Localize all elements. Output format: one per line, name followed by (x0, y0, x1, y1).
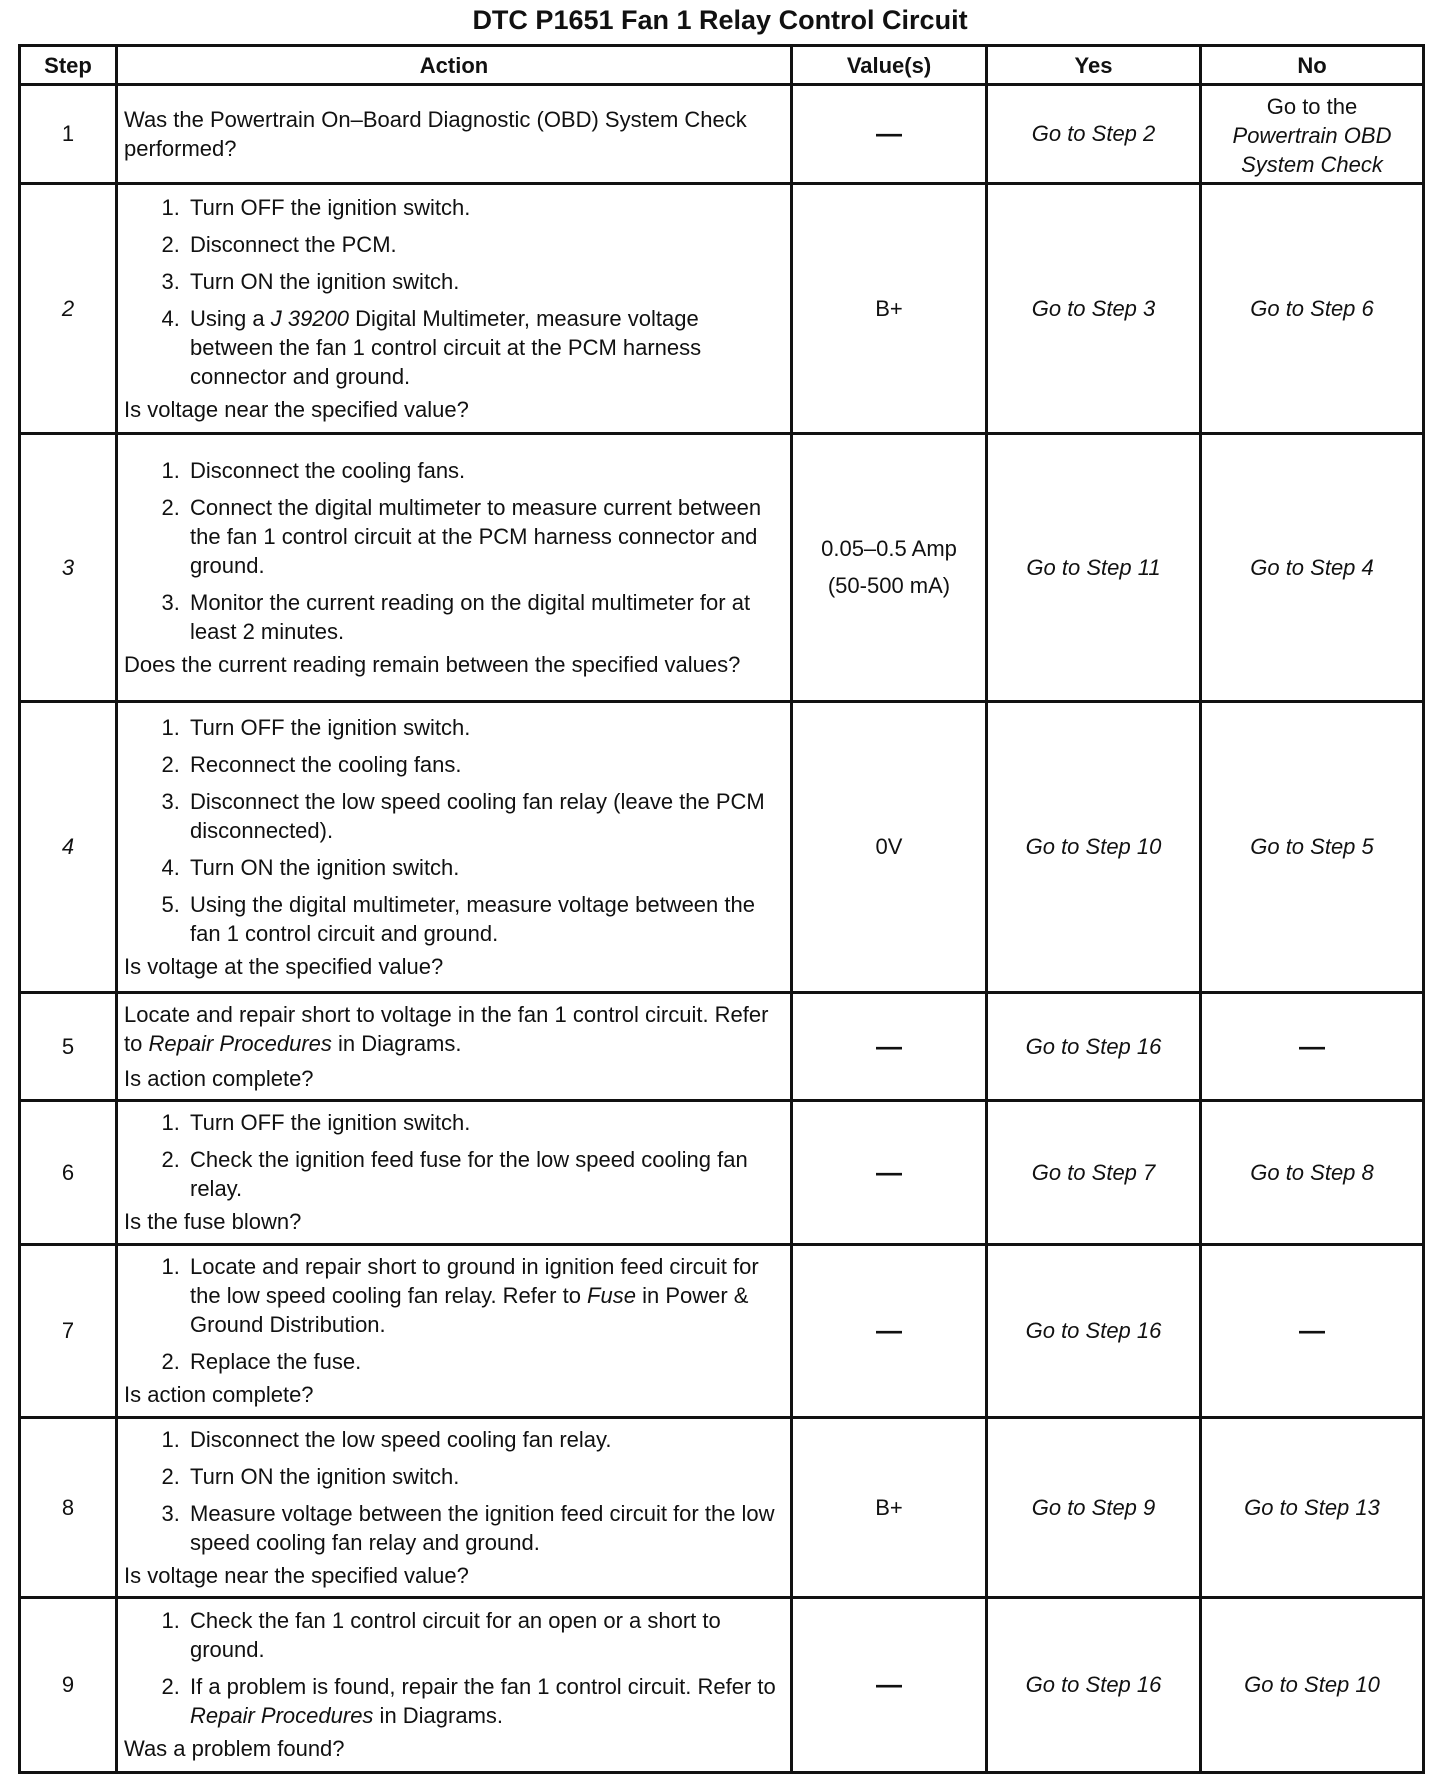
table-row (20, 183, 1424, 433)
action-cell (117, 1418, 792, 1597)
action-item: 2. Disconnect the PCM. (186, 230, 784, 259)
action-item: 4. Using a J 39200 Digital Multimeter, measure voltage between the fan 1 control circuit at the PCM harness connector and ground. (186, 304, 784, 391)
step-number: 1 (20, 85, 117, 184)
header-no: No (1201, 46, 1424, 85)
reference-name: Repair Procedures (190, 1703, 374, 1729)
tool-name: J 39200 (270, 305, 350, 331)
action-item: 2. If a problem is found, repair the fan 1 control circuit. Refer to Repair Procedures in Diagrams. (186, 1672, 784, 1730)
yes-cell: Go to Step 7 (987, 1101, 1201, 1244)
no-line: Powertrain OBD (1232, 123, 1392, 148)
no-cell: — (1201, 992, 1424, 1101)
step-number: 8 (20, 1418, 117, 1597)
no-cell: Go to Step 10 (1201, 1597, 1424, 1773)
table-row (20, 1418, 1424, 1597)
yes-cell: Go to Step 10 (987, 702, 1201, 992)
table-row (20, 992, 1424, 1101)
action-item: 3. Monitor the current reading on the digital multimeter for at least 2 minutes. (186, 588, 784, 646)
table-header-row (20, 46, 1424, 85)
value-cell: 0V (792, 702, 987, 992)
action-question: Was a problem found? (124, 1736, 345, 1762)
reference-name: Fuse (587, 1283, 636, 1309)
action-item: 1. Turn OFF the ignition switch. (186, 713, 784, 742)
step-number: 9 (20, 1597, 117, 1773)
action-item: 2. Check the ignition feed fuse for the low speed cooling fan relay. (186, 1145, 784, 1203)
value-cell: B+ (792, 1418, 987, 1597)
table-row (20, 433, 1424, 701)
no-line: System Check (1241, 152, 1383, 177)
action-question: Is action complete? (124, 1065, 314, 1091)
value-cell: — (792, 1101, 987, 1244)
yes-cell: Go to Step 11 (987, 433, 1201, 701)
value-cell: B+ (792, 183, 987, 433)
no-cell: Go to Step 4 (1201, 433, 1424, 701)
action-item: 1. Disconnect the low speed cooling fan relay. (186, 1425, 784, 1454)
value-cell: — (792, 1597, 987, 1773)
step-number: 5 (20, 992, 117, 1101)
action-item: 2. Replace the fuse. (186, 1347, 784, 1376)
action-item: 2. Reconnect the cooling fans. (186, 750, 784, 779)
reference-name: Repair Procedures (148, 1030, 332, 1056)
yes-cell: Go to Step 16 (987, 1244, 1201, 1417)
table-row (20, 1244, 1424, 1417)
step-number: 4 (20, 702, 117, 992)
header-yes: Yes (987, 46, 1201, 85)
action-item: 3. Disconnect the low speed cooling fan relay (leave the PCM disconnected). (186, 787, 784, 845)
value-cell: — (792, 992, 987, 1101)
action-cell (117, 85, 792, 184)
value-cell: — (792, 85, 987, 184)
action-question: Is action complete? (124, 1382, 314, 1408)
action-text: Was the Powertrain On–Board Diagnostic (OBD) System Check performed? (124, 106, 747, 161)
no-cell (1201, 85, 1424, 184)
action-item: 1. Turn OFF the ignition switch. (186, 1108, 784, 1137)
action-cell (117, 702, 792, 992)
no-cell: Go to Step 5 (1201, 702, 1424, 992)
step-number: 6 (20, 1101, 117, 1244)
action-item: 2. Connect the digital multimeter to measure current between the fan 1 control circuit at the PCM harness connector and ground. (186, 493, 784, 580)
action-question: Does the current reading remain between the specified values? (124, 651, 741, 677)
action-cell (117, 433, 792, 701)
table-row (20, 85, 1424, 184)
yes-cell: Go to Step 9 (987, 1418, 1201, 1597)
action-cell (117, 1244, 792, 1417)
value-cell (792, 433, 987, 701)
value-cell: — (792, 1244, 987, 1417)
diagnostic-table (18, 44, 1425, 1774)
table-row (20, 1597, 1424, 1773)
header-action: Action (117, 46, 792, 85)
no-cell: Go to Step 8 (1201, 1101, 1424, 1244)
value-line: (50-500 mA) (827, 573, 951, 599)
action-cell (117, 992, 792, 1101)
action-item: 1. Check the fan 1 control circuit for an open or a short to ground. (186, 1606, 784, 1664)
yes-cell: Go to Step 16 (987, 992, 1201, 1101)
action-question: Is voltage at the specified value? (124, 953, 444, 979)
step-number: 7 (20, 1244, 117, 1417)
action-item: 3. Turn ON the ignition switch. (186, 267, 784, 296)
action-item: 1. Locate and repair short to ground in ignition feed circuit for the low speed cooling fan relay. Refer to Fuse in Power & Ground Distribution. (186, 1252, 784, 1339)
step-number: 3 (20, 433, 117, 701)
value-line: 0.05–0.5 Amp (821, 536, 957, 562)
no-cell: Go to Step 13 (1201, 1418, 1424, 1597)
table-row (20, 1101, 1424, 1244)
page-title: DTC P1651 Fan 1 Relay Control Circuit (472, 5, 968, 35)
action-question: Is the fuse blown? (124, 1209, 302, 1235)
action-text: Locate and repair short to voltage in the fan 1 control circuit. Refer to Repair Procedures in Diagrams. (124, 1001, 769, 1056)
action-item: 1. Turn OFF the ignition switch. (186, 193, 784, 222)
action-cell (117, 183, 792, 433)
table-row (20, 702, 1424, 992)
action-item: 5. Using the digital multimeter, measure voltage between the fan 1 control circuit and ground. (186, 890, 784, 948)
action-question: Is voltage near the specified value? (124, 396, 469, 422)
no-cell: — (1201, 1244, 1424, 1417)
action-cell (117, 1101, 792, 1244)
action-question: Is voltage near the specified value? (124, 1562, 469, 1588)
yes-cell: Go to Step 3 (987, 183, 1201, 433)
step-number: 2 (20, 183, 117, 433)
header-values: Value(s) (792, 46, 987, 85)
no-cell: Go to Step 6 (1201, 183, 1424, 433)
action-cell (117, 1597, 792, 1773)
action-item: 3. Measure voltage between the ignition feed circuit for the low speed cooling fan relay and ground. (186, 1499, 784, 1557)
action-item: 2. Turn ON the ignition switch. (186, 1462, 784, 1491)
yes-cell: Go to Step 2 (987, 85, 1201, 184)
action-item: 4. Turn ON the ignition switch. (186, 853, 784, 882)
no-line: Go to the (1266, 94, 1358, 119)
action-item: 1. Disconnect the cooling fans. (186, 456, 784, 485)
header-step: Step (20, 46, 117, 85)
yes-cell: Go to Step 16 (987, 1597, 1201, 1773)
